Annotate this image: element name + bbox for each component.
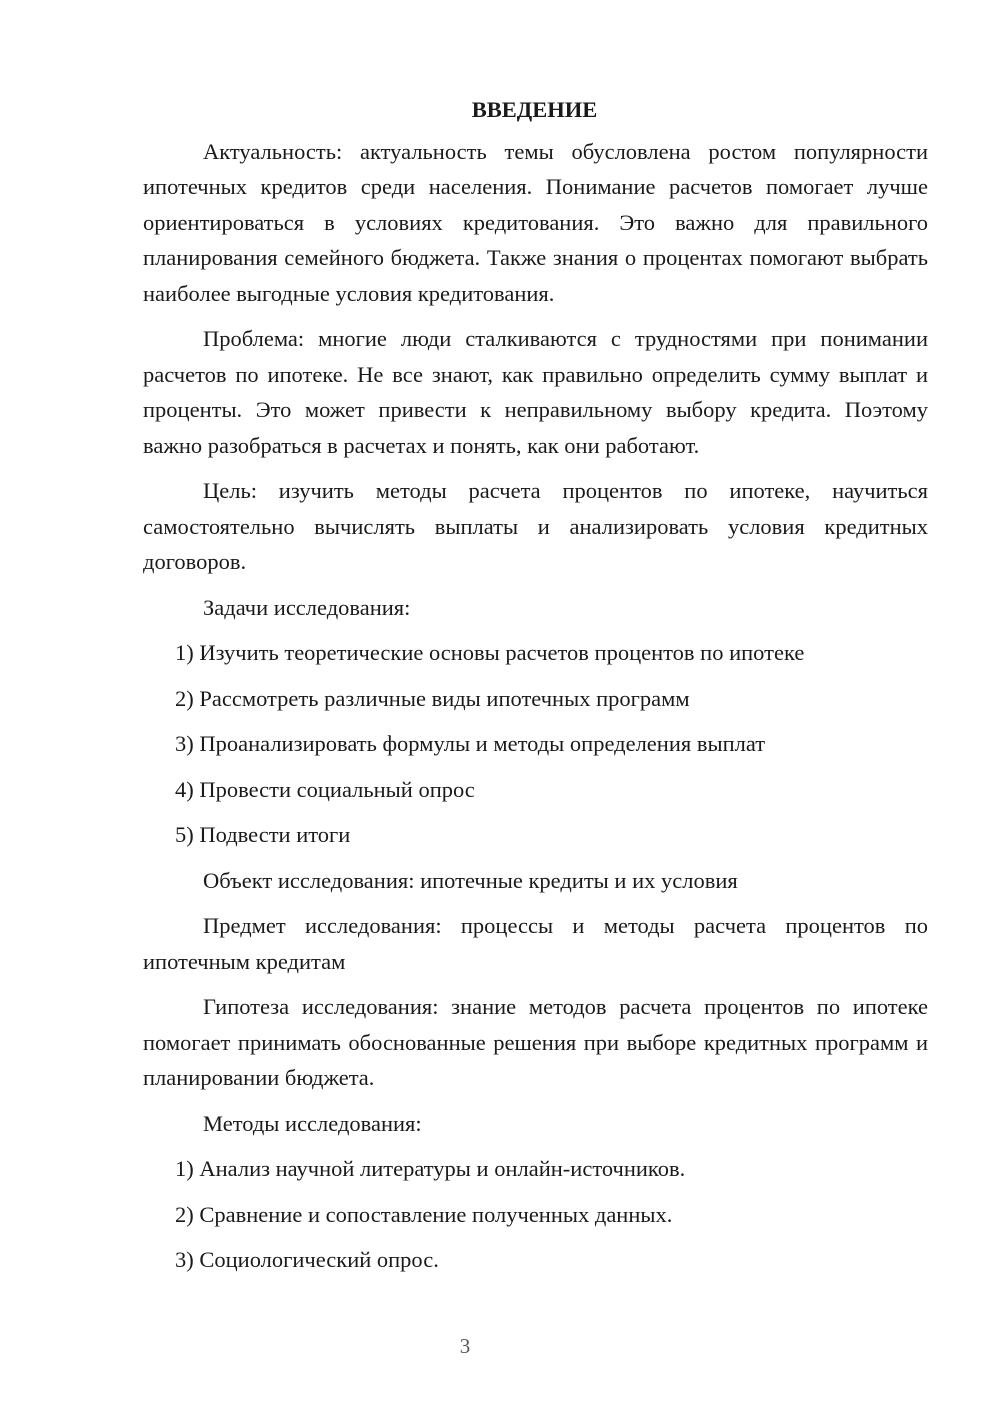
list-item: 2) Рассмотреть различные виды ипотечных программ (175, 685, 690, 711)
tasks-heading: Задачи исследования: (203, 594, 411, 620)
list-item: 4) Провести социальный опрос (175, 776, 475, 802)
tasks-list (143, 635, 928, 853)
list-item: 3) Проанализировать формулы и методы определения выплат (175, 731, 766, 756)
paragraph-relevance: Актуальность: актуальность темы обусловлена ростом популярности ипотечных кредитов среди населения. Понимание расчетов помогает лучше ориентироваться в условиях кредитования. Это важно для правильного планирования семейного бюджета. Также знания о процентах помогают выбрать наиболее выгодные условия кредитования. (143, 138, 928, 306)
list-item: 2) Сравнение и сопоставление полученных данных. (175, 1201, 673, 1227)
list-item: 1) Анализ научной литературы и онлайн-источников. (175, 1156, 686, 1181)
list-item: 1) Изучить теоретические основы расчетов процентов по ипотеке (175, 640, 805, 665)
paragraph-problem: Проблема: многие люди сталкиваются с трудностями при понимании расчетов по ипотеке. Не все знают, как правильно определить сумму выплат и проценты. Это может привести к неправильному выбору кредита. Поэтому важно разобраться в расчетах и понять, как они работают. (143, 326, 928, 458)
methods-list (143, 1151, 928, 1278)
paragraph-object: Объект исследования: ипотечные кредиты и их условия (203, 867, 738, 893)
paragraph-goal: Цель: изучить методы расчета процентов по ипотеке, научиться самостоятельно вычислять выплаты и анализировать условия кредитных договоров. (143, 478, 928, 574)
paragraph-hypothesis: Гипотеза исследования: знание методов расчета процентов по ипотеке помогает принимать обоснованные решения при выборе кредитных программ и планировании бюджета. (143, 994, 928, 1090)
section-title: ВВЕДЕНИЕ (471, 97, 598, 122)
page-content (143, 92, 928, 1288)
page-number: 3 (459, 1334, 471, 1358)
paragraph-subject: Предмет исследования: процессы и методы расчета процентов по ипотечным кредитам (143, 913, 928, 974)
list-item: 5) Подвести итоги (175, 822, 351, 847)
list-item: 3) Социологический опрос. (175, 1247, 439, 1272)
methods-heading: Методы исследования: (203, 1110, 422, 1136)
